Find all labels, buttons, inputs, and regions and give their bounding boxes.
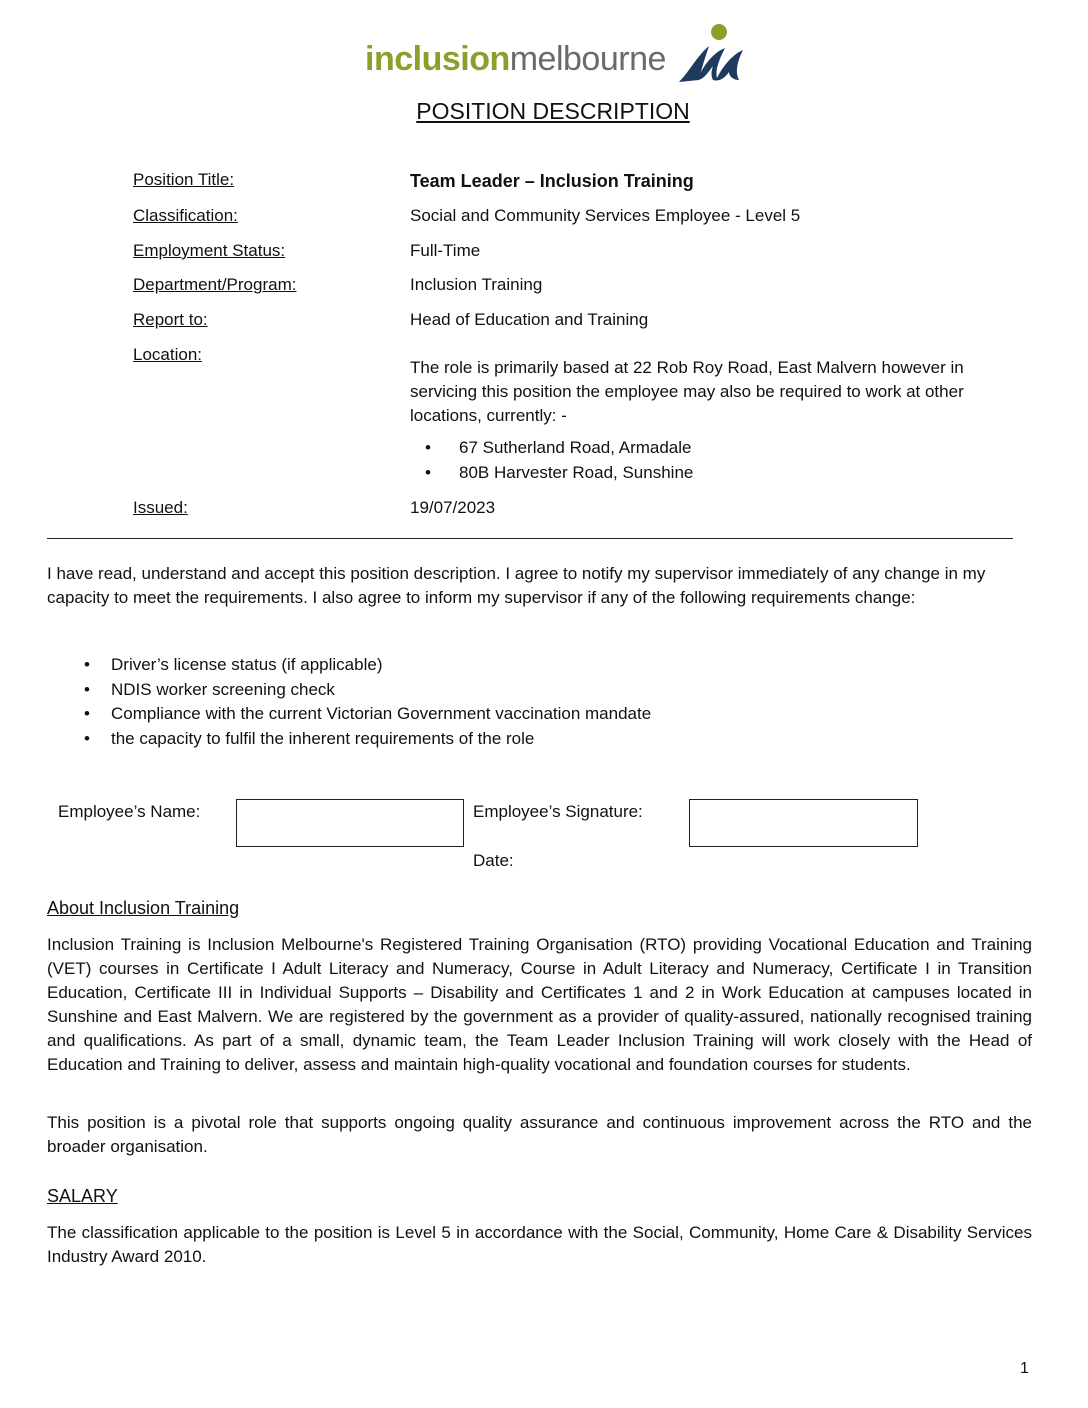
list-bullet: • — [84, 655, 90, 674]
location-label: Location: — [133, 345, 202, 364]
employee-name-label: Employee’s Name: — [58, 802, 201, 821]
requirement-item: NDIS worker screening check — [111, 680, 335, 699]
im-monogram-icon — [675, 22, 753, 84]
page-number: 1 — [1020, 1360, 1029, 1377]
requirement-item: the capacity to fulfil the inherent requirements of the role — [111, 729, 535, 748]
department-value: Inclusion Training — [410, 275, 543, 294]
list-bullet: • — [84, 704, 90, 723]
salary-heading: SALARY — [47, 1186, 118, 1206]
department-label: Department/Program: — [133, 275, 297, 294]
logo-word-bold: inclusion — [365, 40, 510, 78]
about-paragraph: Inclusion Training is Inclusion Melbourne's Registered Training Organisation (RTO) providing Vocational Education and Training (VET) courses in Certificate I Adult Literacy and Numeracy, Course in Adult Literacy and Numeracy, Certificate I in Transition Education, Certificate III in Individual Supports – Disability and Certificates 1 and 2 in Work Education at campuses located in Sunshine and East Malvern. We are registered by the government as a provider of quality-assured, nationally recognised training and qualifications. As part of a small, dynamic team, the Team Leader Inclusion Training will work closely with the Head of Education and Training to deliver, assess and maintain high-quality vocational and foundation courses for students. — [47, 935, 1032, 1074]
location-value: The role is primarily based at 22 Rob Roy Road, East Malvern however in servicing this position the employee may also be required to work at other locations, currently: - — [410, 358, 964, 425]
classification-label: Classification: — [133, 206, 238, 225]
requirement-item: Driver’s license status (if applicable) — [111, 655, 383, 674]
issued-value: 19/07/2023 — [410, 498, 496, 517]
employee-signature-label: Employee’s Signature: — [473, 802, 643, 821]
organisation-logo — [365, 22, 765, 84]
list-bullet: • — [84, 729, 90, 748]
requirement-item: Compliance with the current Victorian Government vaccination mandate — [111, 704, 652, 723]
about-heading: About Inclusion Training — [47, 898, 240, 918]
position-title-label: Position Title: — [133, 170, 235, 189]
employment-status-label: Employment Status: — [133, 241, 286, 260]
position-title-value: Team Leader – Inclusion Training — [410, 171, 694, 191]
employment-status-value: Full-Time — [410, 241, 481, 260]
issued-label: Issued: — [133, 498, 188, 517]
divider — [47, 538, 1013, 539]
logo-word-light: melbourne — [509, 40, 666, 78]
date-label: Date: — [473, 851, 514, 870]
page-title: POSITION DESCRIPTION — [416, 98, 690, 124]
employee-signature-field[interactable] — [689, 799, 918, 847]
report-to-value: Head of Education and Training — [410, 310, 649, 329]
list-bullet: • — [425, 438, 431, 457]
about-paragraph: This position is a pivotal role that supports ongoing quality assurance and continuous improvement across the RTO and the broader organisation. — [47, 1113, 1032, 1156]
salary-paragraph: The classification applicable to the position is Level 5 in accordance with the Social, Community, Home Care & Disability Services Industry Award 2010. — [47, 1223, 1032, 1266]
location-item: 67 Sutherland Road, Armadale — [459, 438, 692, 457]
classification-value: Social and Community Services Employee - Level 5 — [410, 206, 801, 225]
logo-wordmark — [365, 40, 666, 79]
list-bullet: • — [84, 680, 90, 699]
report-to-label: Report to: — [133, 310, 208, 329]
employee-name-field[interactable] — [236, 799, 464, 847]
list-bullet: • — [425, 463, 431, 482]
location-item: 80B Harvester Road, Sunshine — [459, 463, 694, 482]
acknowledgement-text: I have read, understand and accept this position description. I agree to notify my supervisor immediately of any change in my capacity to meet the requirements. I also agree to inform my supervisor if any of the following requirements change: — [47, 564, 986, 607]
